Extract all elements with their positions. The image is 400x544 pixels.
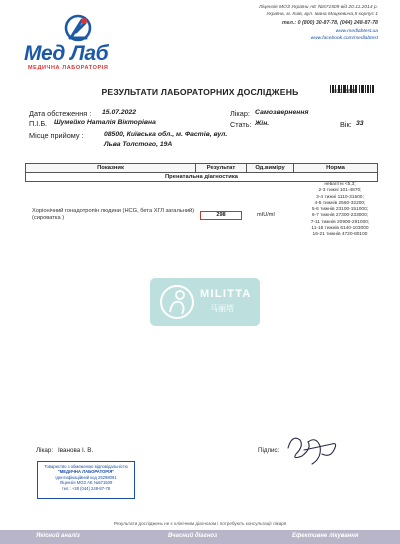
signature-label: Підпис: <box>258 447 280 454</box>
website-link[interactable]: www.medlabtest.ua <box>335 29 378 34</box>
company-stamp <box>37 461 135 499</box>
norm-line: 4-5 тижнів 2560-32200; <box>314 200 366 206</box>
microscope-logo-icon <box>62 14 96 44</box>
section-title: Пренатальна діагностика <box>26 173 378 182</box>
mother-baby-watermark-icon <box>158 282 196 322</box>
norm-line: 7-11 тижнів 20900-291000; <box>310 219 370 225</box>
doctor-value: Самозвернення <box>255 109 309 116</box>
norm-line: 11-16 тижнів 6140-103000 <box>311 226 369 232</box>
name-label: П.І.Б. <box>29 119 48 128</box>
age-label: Вік: <box>340 120 352 129</box>
address-line: Україна, м. Київ, вул. Івана Мацкевича,5 корпус 1 <box>266 12 378 17</box>
norm-line: 5-6 тижнів 23100-151000; <box>311 207 369 213</box>
results-table <box>25 163 378 182</box>
norm-line: невагітні <5,3; <box>324 182 356 187</box>
sex-value: Жін. <box>255 120 270 127</box>
test-name: Хоріонічний гонадотропін людини (HCG, бета ХГЛ загальний) (сироватка ) <box>32 208 195 221</box>
logo-name: Мед Лаб <box>24 42 109 65</box>
date-label: Дата обстеження : <box>29 109 92 118</box>
footer-item-2: Вчасний діагноз <box>168 533 218 539</box>
stamp-line: Ліцензія МОЗ АЕ №571509 <box>59 480 113 486</box>
facebook-link[interactable]: www.facebook.com/medlabtest <box>310 36 378 41</box>
address-value-1: 08500, Київська обл., м. Фастів, вул. <box>104 131 228 138</box>
table-header-row <box>26 164 378 173</box>
sex-label: Стать: <box>230 120 252 129</box>
norm-line: 16-21 тижнів 4720-80100 <box>312 232 368 238</box>
doctor-sign-name: Іванова І. В. <box>58 447 94 454</box>
handwritten-signature <box>282 428 342 470</box>
patient-name: Шумейко Наталія Вікторівна <box>54 119 156 126</box>
norm-line: 2-3 тижні 101-4870; <box>318 188 362 194</box>
age-value: 33 <box>356 120 364 127</box>
col-unit: Од.виміру <box>247 164 294 173</box>
watermark-subtext: 马丽塔 <box>210 304 234 313</box>
address-value-2: Льва Толстого, 19А <box>104 141 173 148</box>
barcode-number: 03328848 <box>334 89 357 95</box>
logo-subtitle: МЕДИЧНА ЛАБОРАТОРІЯ <box>28 65 109 71</box>
doctor-sign-label: Лікар: <box>36 447 54 454</box>
col-result: Результат <box>196 164 247 173</box>
col-norm: Норма <box>294 164 378 173</box>
stamp-line: Товариство з обмеженою відповідальністю <box>44 464 128 469</box>
stamp-line: тел.: +38 (044) 248-87-78 <box>61 485 111 491</box>
disclaimer: Результати досліджень не є клінічним діагнозом і потребують консультації лікаря <box>113 521 287 526</box>
footer-item-1: Якісний аналіз <box>36 533 80 539</box>
footer-item-3: Ефективне лікування <box>292 533 359 539</box>
doctor-label: Лікар: <box>230 109 250 118</box>
col-indicator: Показник <box>26 164 196 173</box>
norm-line: 3-4 тижні 1110-31500; <box>316 194 364 200</box>
norm-line: 6-7 тижнів 27300-233000; <box>311 213 369 219</box>
result-value: 298 <box>200 211 242 220</box>
reference-ranges <box>300 182 380 239</box>
license-line: Ліцензія МОЗ України АЕ №571509 від 20.11.2014 р. <box>258 5 378 10</box>
stamp-line: "МЕДИЧНА ЛАБОРАТОРІЯ" <box>57 469 115 475</box>
section-row <box>26 173 378 182</box>
stamp-line: Ідентифікаційний код 25298091 <box>55 474 117 480</box>
document-title: РЕЗУЛЬТАТИ ЛАБОРАТОРНИХ ДОСЛІДЖЕНЬ <box>101 87 299 97</box>
phone-line: тел.: 0 (800) 30-87-78, (044) 248-87-78 <box>281 20 378 26</box>
address-label: Місце прийому : <box>29 131 84 140</box>
watermark-text: MILITTA <box>200 288 252 300</box>
date-value: 15.07.2022 <box>102 109 137 116</box>
result-unit: mIU/ml <box>257 212 275 218</box>
